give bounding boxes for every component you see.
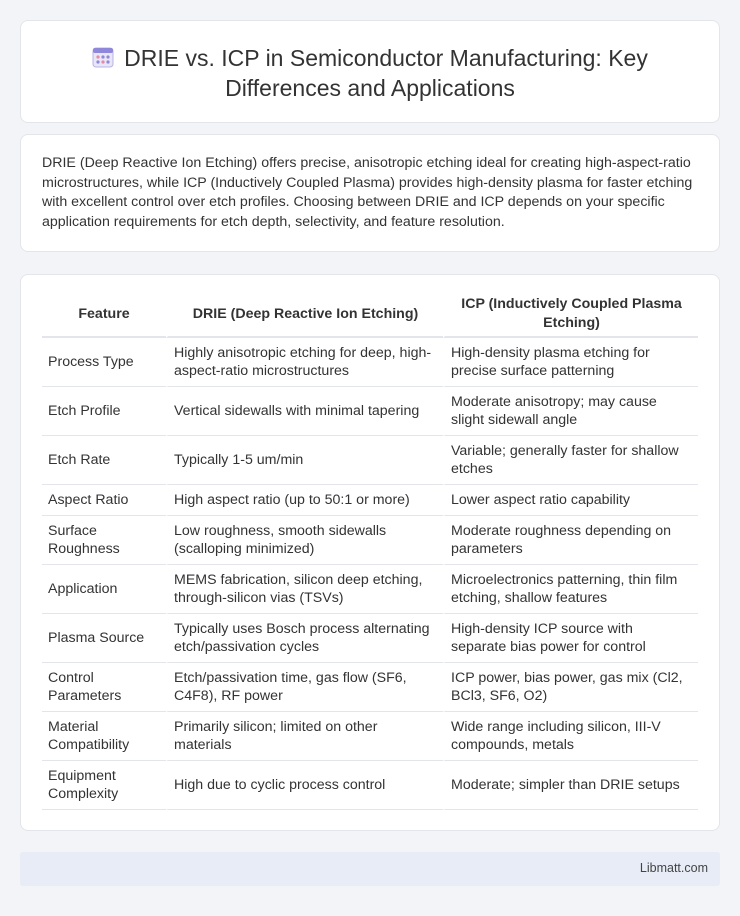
table-row bbox=[42, 712, 698, 761]
table-row bbox=[42, 516, 698, 565]
table-row bbox=[42, 761, 698, 810]
table-header-row bbox=[42, 292, 698, 338]
feature-cell: Plasma Source bbox=[42, 614, 166, 663]
intro-paragraph: DRIE (Deep Reactive Ion Etching) offers precise, anisotropic etching ideal for creating high-aspect-ratio microstructures, while ICP (Inductively Coupled Plasma) provides high-density plasma for faster etching with excellent control over etch profiles. Choosing between DRIE and ICP depends on your specific application requirements for etch depth, selectivity, and feature resolution. bbox=[42, 155, 693, 230]
drie-cell: Low roughness, smooth sidewalls (scalloping minimized) bbox=[166, 516, 443, 565]
feature-cell: Material Compatibility bbox=[42, 712, 166, 761]
title-card bbox=[20, 20, 720, 123]
drie-cell: High due to cyclic process control bbox=[166, 761, 443, 810]
feature-cell: Etch Profile bbox=[42, 387, 166, 436]
drie-cell: High aspect ratio (up to 50:1 or more) bbox=[166, 485, 443, 516]
table-row bbox=[42, 565, 698, 614]
feature-cell: Surface Roughness bbox=[42, 516, 166, 565]
footer-bar bbox=[20, 852, 720, 886]
header-feature: Feature bbox=[42, 292, 166, 338]
icp-cell: High-density plasma etching for precise surface patterning bbox=[443, 338, 698, 387]
drie-cell: MEMS fabrication, silicon deep etching, through-silicon vias (TSVs) bbox=[166, 565, 443, 614]
table-row bbox=[42, 485, 698, 516]
feature-cell: Application bbox=[42, 565, 166, 614]
calendar-grid-icon bbox=[92, 46, 114, 68]
intro-card bbox=[20, 134, 720, 252]
drie-cell: Highly anisotropic etching for deep, high-aspect-ratio microstructures bbox=[166, 338, 443, 387]
feature-cell: Control Parameters bbox=[42, 663, 166, 712]
icp-cell: Moderate; simpler than DRIE setups bbox=[443, 761, 698, 810]
feature-cell: Equipment Complexity bbox=[42, 761, 166, 810]
icp-cell: High-density ICP source with separate bias power for control bbox=[443, 614, 698, 663]
footer-brand-link[interactable]: Libmatt.com bbox=[639, 861, 708, 875]
drie-cell: Etch/passivation time, gas flow (SF6, C4F8), RF power bbox=[166, 663, 443, 712]
drie-cell: Typically 1-5 um/min bbox=[166, 436, 443, 485]
feature-cell: Aspect Ratio bbox=[42, 485, 166, 516]
page-title-wrap bbox=[21, 43, 719, 103]
icp-cell: Lower aspect ratio capability bbox=[443, 485, 698, 516]
icp-cell: Moderate roughness depending on parameters bbox=[443, 516, 698, 565]
drie-cell: Primarily silicon; limited on other materials bbox=[166, 712, 443, 761]
table-row bbox=[42, 614, 698, 663]
header-icp: ICP (Inductively Coupled Plasma Etching) bbox=[443, 292, 698, 338]
icp-cell: Moderate anisotropy; may cause slight sidewall angle bbox=[443, 387, 698, 436]
table-row bbox=[42, 663, 698, 712]
drie-cell: Typically uses Bosch process alternating etch/passivation cycles bbox=[166, 614, 443, 663]
comparison-table-card bbox=[20, 274, 720, 831]
drie-cell: Vertical sidewalls with minimal tapering bbox=[166, 387, 443, 436]
table-row bbox=[42, 387, 698, 436]
comparison-table bbox=[42, 292, 698, 810]
icp-cell: Variable; generally faster for shallow etches bbox=[443, 436, 698, 485]
icp-cell: ICP power, bias power, gas mix (Cl2, BCl3, SF6, O2) bbox=[443, 663, 698, 712]
page-title: DRIE vs. ICP in Semiconductor Manufacturing: Key Differences and Applications bbox=[124, 45, 648, 101]
feature-cell: Etch Rate bbox=[42, 436, 166, 485]
icp-cell: Microelectronics patterning, thin film etching, shallow features bbox=[443, 565, 698, 614]
icp-cell: Wide range including silicon, III-V compounds, metals bbox=[443, 712, 698, 761]
feature-cell: Process Type bbox=[42, 338, 166, 387]
table-row bbox=[42, 338, 698, 387]
table-row bbox=[42, 436, 698, 485]
header-drie: DRIE (Deep Reactive Ion Etching) bbox=[166, 292, 443, 338]
